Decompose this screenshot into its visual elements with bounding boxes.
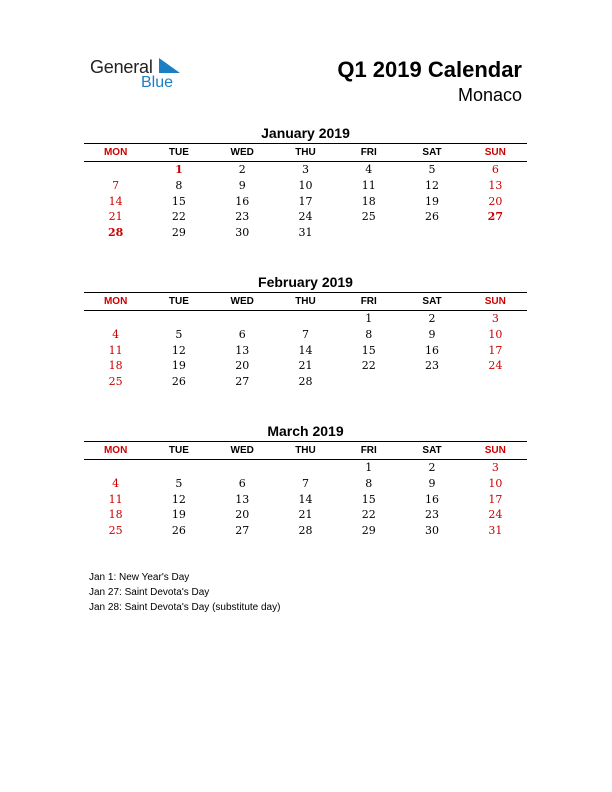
weekday-header: WED bbox=[230, 147, 254, 158]
day-cell: 14 bbox=[298, 343, 313, 357]
holiday-item: Jan 27: Saint Devota's Day bbox=[89, 587, 210, 598]
weekday-header: WED bbox=[230, 445, 254, 456]
day-cell: 10 bbox=[488, 327, 503, 341]
day-cell: 31 bbox=[488, 524, 503, 538]
day-cell: 25 bbox=[108, 375, 123, 389]
day-cell: 26 bbox=[171, 524, 186, 538]
day-cell: 3 bbox=[301, 163, 309, 176]
day-cell: 22 bbox=[171, 210, 186, 224]
day-cell: 10 bbox=[488, 476, 503, 490]
day-cell: 20 bbox=[235, 508, 250, 522]
week-row bbox=[84, 507, 527, 523]
day-cell: 23 bbox=[425, 508, 440, 522]
weekday-header: SAT bbox=[422, 296, 442, 307]
day-cell: 7 bbox=[301, 327, 309, 341]
day-cell: 12 bbox=[171, 343, 186, 357]
day-cell: 21 bbox=[108, 210, 123, 224]
day-cell: 18 bbox=[108, 359, 123, 373]
day-cell bbox=[464, 374, 527, 390]
generalblue-logo bbox=[90, 57, 190, 93]
day-cell bbox=[211, 460, 274, 476]
day-cell: 30 bbox=[425, 524, 440, 538]
day-cell: 8 bbox=[175, 178, 183, 192]
week-row bbox=[84, 178, 527, 194]
weekday-header: TUE bbox=[168, 147, 189, 158]
day-cell: 26 bbox=[171, 375, 186, 389]
day-cell bbox=[400, 225, 463, 241]
logo-text-general: General bbox=[90, 57, 153, 77]
day-cell: 15 bbox=[361, 343, 376, 357]
day-cell: 23 bbox=[235, 210, 250, 224]
day-cell: 24 bbox=[298, 210, 313, 224]
holiday-item: Jan 28: Saint Devota's Day (substitute day) bbox=[89, 602, 281, 613]
day-cell: 3 bbox=[491, 312, 499, 325]
day-cell: 4 bbox=[112, 327, 120, 341]
day-cell: 20 bbox=[488, 194, 503, 208]
day-cell: 24 bbox=[488, 508, 503, 522]
day-cell: 18 bbox=[108, 508, 123, 522]
weekday-header-row bbox=[84, 292, 527, 311]
day-cell: 5 bbox=[175, 327, 183, 341]
day-cell: 2 bbox=[428, 312, 436, 325]
day-cell: 25 bbox=[108, 524, 123, 538]
day-cell: 16 bbox=[425, 492, 440, 506]
day-cell bbox=[274, 311, 337, 327]
day-cell: 27 bbox=[235, 524, 250, 538]
week-row bbox=[84, 225, 527, 241]
weekday-header: MON bbox=[103, 147, 128, 158]
day-cell: 7 bbox=[301, 476, 309, 490]
day-cell: 4 bbox=[112, 476, 120, 490]
month-title: March 2019 bbox=[267, 423, 344, 439]
day-cell: 9 bbox=[238, 178, 246, 192]
day-cell: 6 bbox=[491, 163, 499, 176]
day-cell: 13 bbox=[235, 492, 250, 506]
week-row bbox=[84, 194, 527, 210]
weekday-header-row bbox=[84, 441, 527, 460]
day-cell: 8 bbox=[365, 476, 373, 490]
week-row bbox=[84, 162, 527, 178]
day-cell: 22 bbox=[361, 508, 376, 522]
day-cell: 17 bbox=[298, 194, 313, 208]
day-cell: 15 bbox=[361, 492, 376, 506]
day-cell: 13 bbox=[488, 178, 503, 192]
weekday-header: SAT bbox=[422, 445, 442, 456]
day-cell: 25 bbox=[361, 210, 376, 224]
day-cell: 7 bbox=[112, 178, 120, 192]
weekday-header: FRI bbox=[360, 445, 377, 456]
week-row bbox=[84, 358, 527, 374]
logo-text-blue: Blue bbox=[141, 74, 174, 91]
weekday-header: WED bbox=[230, 296, 254, 307]
holiday-item: Jan 1: New Year's Day bbox=[89, 572, 190, 583]
weekday-header: THU bbox=[295, 445, 316, 456]
day-cell: 19 bbox=[171, 359, 186, 373]
day-cell bbox=[84, 311, 147, 327]
week-row bbox=[84, 343, 527, 359]
day-cell: 1 bbox=[175, 163, 183, 176]
day-cell bbox=[400, 374, 463, 390]
day-cell: 16 bbox=[425, 343, 440, 357]
day-cell: 5 bbox=[428, 163, 436, 176]
day-cell: 15 bbox=[171, 194, 186, 208]
day-cell bbox=[337, 225, 400, 241]
day-cell: 19 bbox=[425, 194, 440, 208]
weekday-header: SUN bbox=[484, 296, 506, 307]
day-cell: 31 bbox=[298, 226, 313, 240]
day-cell: 28 bbox=[298, 524, 313, 538]
day-cell: 2 bbox=[428, 461, 436, 474]
day-cell bbox=[464, 225, 527, 241]
holiday-list bbox=[89, 570, 280, 615]
day-cell: 5 bbox=[175, 476, 183, 490]
day-cell: 21 bbox=[298, 359, 313, 373]
day-cell: 1 bbox=[365, 312, 373, 325]
month-february bbox=[84, 272, 527, 390]
day-cell: 27 bbox=[487, 210, 503, 224]
day-cell: 14 bbox=[108, 194, 123, 208]
day-cell: 20 bbox=[235, 359, 250, 373]
day-cell: 10 bbox=[298, 178, 313, 192]
month-title: February 2019 bbox=[258, 274, 353, 290]
day-cell: 28 bbox=[107, 226, 124, 240]
day-cell: 28 bbox=[298, 375, 313, 389]
weekday-header: FRI bbox=[360, 147, 377, 158]
week-row bbox=[84, 374, 527, 390]
day-cell: 3 bbox=[491, 461, 499, 474]
day-cell: 6 bbox=[238, 327, 246, 341]
weekday-header: MON bbox=[103, 445, 128, 456]
day-cell: 8 bbox=[365, 327, 373, 341]
weekday-header: FRI bbox=[360, 296, 377, 307]
day-cell: 19 bbox=[171, 508, 186, 522]
week-row bbox=[84, 460, 527, 476]
day-cell: 21 bbox=[298, 508, 313, 522]
day-cell: 2 bbox=[238, 163, 246, 176]
day-cell: 17 bbox=[488, 343, 503, 357]
day-cell: 24 bbox=[488, 359, 503, 373]
month-title: January 2019 bbox=[261, 125, 350, 141]
week-row bbox=[84, 209, 527, 225]
day-cell bbox=[337, 374, 400, 390]
weekday-header: THU bbox=[295, 147, 316, 158]
day-cell: 12 bbox=[425, 178, 440, 192]
day-cell: 9 bbox=[428, 327, 436, 341]
week-row bbox=[84, 492, 527, 508]
week-row bbox=[84, 523, 527, 539]
weekday-header: SUN bbox=[484, 147, 506, 158]
weekday-header: SAT bbox=[422, 147, 442, 158]
week-row bbox=[84, 311, 527, 327]
day-cell: 27 bbox=[235, 375, 250, 389]
day-cell bbox=[84, 460, 147, 476]
page-title: Q1 2019 Calendar bbox=[337, 57, 522, 82]
day-cell: 4 bbox=[365, 163, 373, 176]
day-cell: 11 bbox=[108, 492, 123, 506]
day-cell bbox=[147, 311, 210, 327]
weekday-header: SUN bbox=[484, 445, 506, 456]
day-cell: 18 bbox=[361, 194, 376, 208]
day-cell: 17 bbox=[488, 492, 503, 506]
country-name: Monaco bbox=[457, 85, 522, 105]
day-cell bbox=[84, 162, 147, 178]
day-cell: 11 bbox=[361, 178, 376, 192]
day-cell: 23 bbox=[425, 359, 440, 373]
day-cell: 1 bbox=[365, 461, 373, 474]
weekday-header: MON bbox=[103, 296, 128, 307]
day-cell bbox=[147, 460, 210, 476]
day-cell: 22 bbox=[361, 359, 376, 373]
weekday-header: TUE bbox=[168, 445, 189, 456]
week-row bbox=[84, 327, 527, 343]
month-january bbox=[84, 123, 527, 241]
day-cell: 16 bbox=[235, 194, 250, 208]
logo-triangle-icon bbox=[159, 58, 180, 73]
weekday-header: THU bbox=[295, 296, 316, 307]
day-cell bbox=[211, 311, 274, 327]
day-cell: 29 bbox=[361, 524, 376, 538]
weekday-header: TUE bbox=[168, 296, 189, 307]
day-cell: 6 bbox=[238, 476, 246, 490]
day-cell: 14 bbox=[298, 492, 313, 506]
day-cell: 13 bbox=[235, 343, 250, 357]
weekday-header-row bbox=[84, 143, 527, 162]
day-cell: 12 bbox=[171, 492, 186, 506]
day-cell: 26 bbox=[425, 210, 440, 224]
month-march bbox=[84, 421, 527, 539]
day-cell: 29 bbox=[171, 226, 186, 240]
day-cell: 30 bbox=[235, 226, 250, 240]
day-cell: 11 bbox=[108, 343, 123, 357]
day-cell bbox=[274, 460, 337, 476]
week-row bbox=[84, 476, 527, 492]
day-cell: 9 bbox=[428, 476, 436, 490]
